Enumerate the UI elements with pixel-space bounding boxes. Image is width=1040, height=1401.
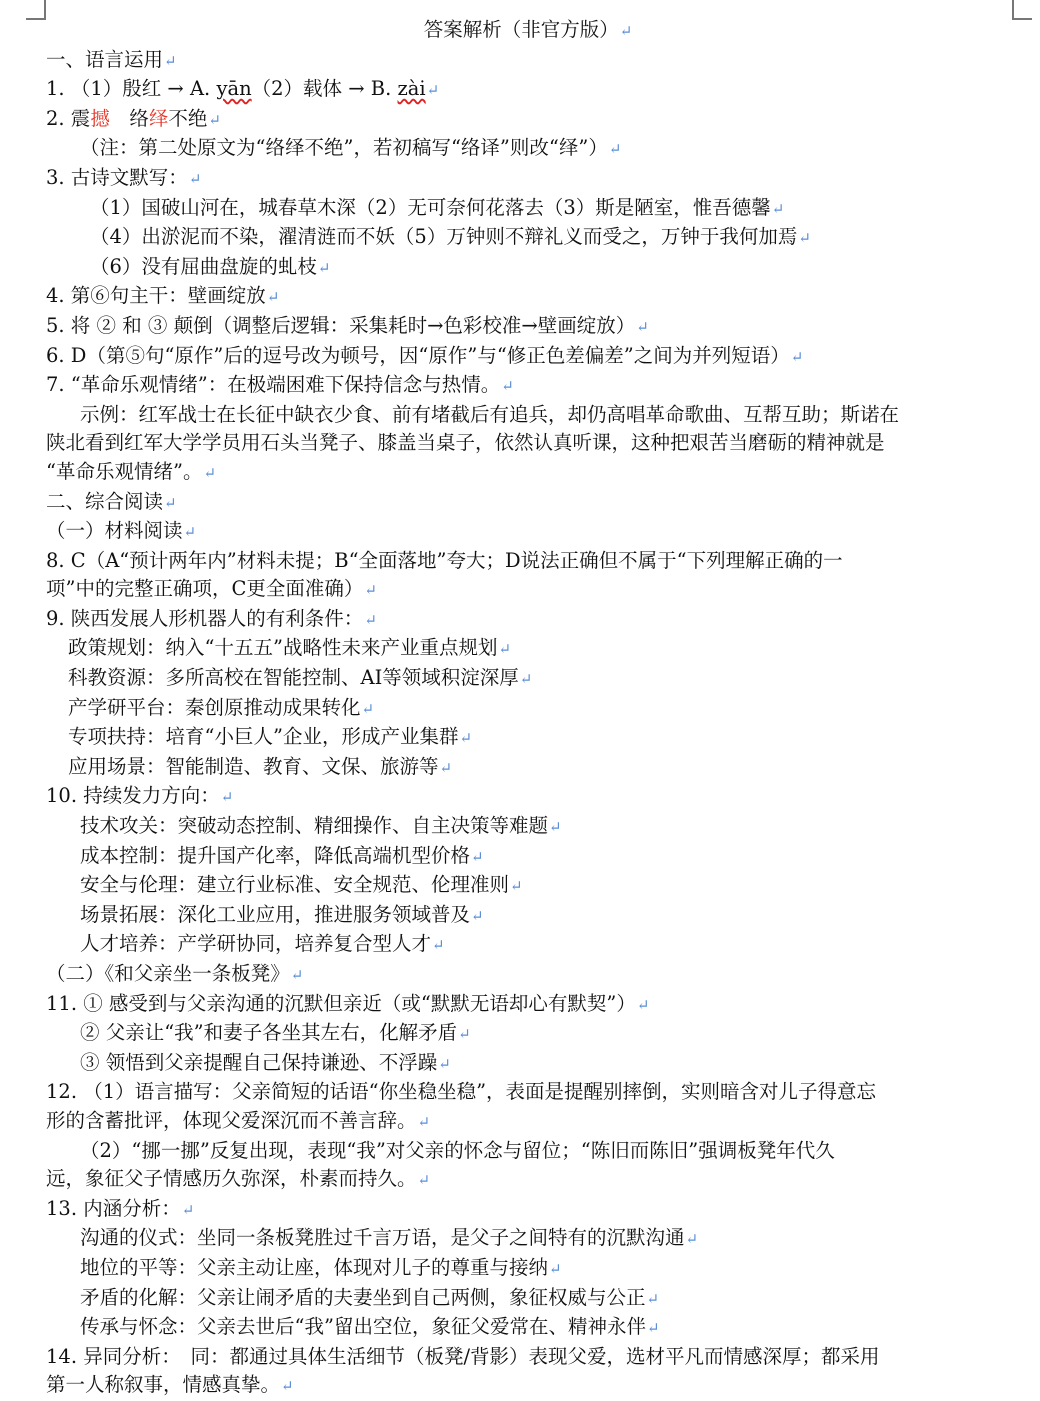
- answer-q2: [46, 105, 1010, 135]
- answer-q8-line-1: 8. C（A“预计两年内”材料未提；B“全面落地”夸大；D说法正确但不属于“下列理解正确的一: [46, 548, 843, 572]
- q10-item: 安全与伦理：建立行业标准、安全规范、伦理准则 ↵: [46, 871, 1010, 901]
- q2-text-mid: 络: [109, 106, 149, 130]
- q9-item: 应用场景：智能制造、教育、文保、旅游等 ↵: [46, 753, 1010, 783]
- answer-q4: 4. 第⑥句主干：壁画绽放 ↵: [46, 282, 1010, 312]
- answer-q12-line-2: 形的含蓄批评，体现父爱深沉而不善言辞。 ↵: [46, 1107, 1010, 1137]
- q13-item: 沟通的仪式：坐同一条板凳胜过千言万语，是父子之间特有的沉默沟通 ↵: [46, 1224, 1010, 1254]
- answer-q10: 10. 持续发力方向： ↵: [46, 782, 1010, 812]
- answer-q13: 13. 内涵分析： ↵: [46, 1195, 1010, 1225]
- answer-q12-line-1: 12. （1）语言描写：父亲简短的话语“你坐稳坐稳”，表面是提醒别摔倒，实则暗含对儿子得意忘: [46, 1080, 877, 1104]
- section-heading-language: 一、语言运用 ↵: [46, 46, 1010, 76]
- answer-q14-line-1: 14. 异同分析： 同：都通过具体生活细节（板凳/背影）表现父爱，选材平凡而情感深厚；都采用: [46, 1344, 880, 1368]
- q1-number: 1.: [46, 77, 71, 101]
- q13-item: 矛盾的化解：父亲让闹矛盾的夫妻坐到自己两侧，象征权威与公正 ↵: [46, 1284, 1010, 1314]
- q1-pinyin-a: yān: [216, 77, 252, 101]
- answer-q3-line-2: （4）出淤泥而不染，濯清涟而不妖（5）万钟则不辩礼义而受之，万钟于我何加焉 ↵: [46, 223, 1010, 253]
- answer-q7-example-1: 示例：红军战士在长征中缺衣少食、前有堵截后有追兵，却仍高唱革命歌曲、互帮互助；斯诺在: [80, 402, 900, 426]
- q9-item: 产学研平台：秦创原推动成果转化 ↵: [46, 694, 1010, 724]
- q2-highlight-char-2: 绎: [148, 106, 169, 130]
- q9-item: 政策规划：纳入“十五五”战略性未来产业重点规划 ↵: [46, 634, 1010, 664]
- answer-q3: 3. 古诗文默写： ↵: [46, 164, 1010, 194]
- q13-item: 传承与怀念：父亲去世后“我”留出空位，象征父爱常在、精神永伴 ↵: [46, 1313, 1010, 1343]
- document-page: [46, 16, 1010, 1401]
- answer-q7: 7. “革命乐观情绪”：在极端困难下保持信念与热情。 ↵: [46, 371, 1010, 401]
- subsection-material-reading: （一）材料阅读 ↵: [46, 517, 1010, 547]
- q10-item: 场景拓展：深化工业应用，推进服务领域普及 ↵: [46, 901, 1010, 931]
- section-heading-reading: 二、综合阅读 ↵: [46, 488, 1010, 518]
- q1-part-b: （2）载体 → B.: [251, 77, 398, 101]
- answer-q6: 6. D（第⑤句“原作”后的逗号改为顿号，因“原作”与“修正色差偏差”之间为并列短语） ↵: [46, 342, 1010, 372]
- answer-q11: 11. ① 感受到与父亲沟通的沉默但亲近（或“默默无语却心有默契”） ↵: [46, 990, 1010, 1020]
- page-title: 答案解析（非官方版） ↵: [46, 16, 1010, 46]
- answer-q9: 9. 陕西发展人形机器人的有利条件： ↵: [46, 605, 1010, 635]
- q10-item: 人才培养：产学研协同，培养复合型人才 ↵: [46, 930, 1010, 960]
- answer-q5: 5. 将 ② 和 ③ 颠倒（调整后逻辑：采集耗时→色彩校准→壁画绽放） ↵: [46, 312, 1010, 342]
- q2-text-start: 2. 震: [46, 106, 91, 130]
- answer-q7-example-2: 陕北看到红军大学学员用石头当凳子、膝盖当桌子，依然认真听课，这种把艰苦当磨砺的精神就是: [46, 431, 885, 455]
- q9-item: 专项扶持：培育“小巨人”企业，形成产业集群 ↵: [46, 723, 1010, 753]
- page-corner-mark-right: [1012, 0, 1032, 20]
- answer-q8-line-2: 项”中的完整正确项，C更全面准确） ↵: [46, 575, 1010, 605]
- answer-q14-line-2: 第一人称叙事，情感真挚。 ↵: [46, 1371, 1010, 1401]
- page-corner-mark-left: [26, 0, 46, 20]
- q10-item: 技术攻关：突破动态控制、精细操作、自主决策等难题 ↵: [46, 812, 1010, 842]
- q9-item: 科教资源：多所高校在智能控制、AI等领域积淀深厚 ↵: [46, 664, 1010, 694]
- q10-item: 成本控制：提升国产化率，降低高端机型价格 ↵: [46, 842, 1010, 872]
- q2-text-end: 不绝: [168, 106, 208, 130]
- q13-item: 地位的平等：父亲主动让座，体现对儿子的尊重与接纳 ↵: [46, 1254, 1010, 1284]
- q1-pinyin-b: zài: [397, 77, 426, 101]
- answer-q1: [46, 75, 1010, 105]
- subsection-essay-reading: （二）《和父亲坐一条板凳》 ↵: [46, 960, 1010, 990]
- q1-part-a: （1）殷红 → A.: [70, 77, 217, 101]
- answer-q12-line-3: （2）“挪一挪”反复出现，表现“我”对父亲的怀念与留位；“陈旧而陈旧”强调板凳年代久: [80, 1138, 835, 1162]
- q2-highlight-char-1: 撼: [90, 106, 110, 130]
- q11-item: ② 父亲让“我”和妻子各坐其左右，化解矛盾 ↵: [46, 1019, 1010, 1049]
- answer-q2-note: （注：第二处原文为“络绎不绝”，若初稿写“络译”则改“绎”） ↵: [46, 134, 1010, 164]
- answer-q3-line-3: （6）没有屈曲盘旋的虬枝 ↵: [46, 253, 1010, 283]
- answer-q3-line-1: （1）国破山河在，城春草木深（2）无可奈何花落去（3）斯是陋室，惟吾德馨 ↵: [46, 194, 1010, 224]
- answer-q12-line-4: 远，象征父子情感历久弥深，朴素而持久。 ↵: [46, 1165, 1010, 1195]
- q11-item: ③ 领悟到父亲提醒自己保持谦逊、不浮躁 ↵: [46, 1049, 1010, 1079]
- answer-q7-example-3: “革命乐观情绪”。 ↵: [46, 458, 1010, 488]
